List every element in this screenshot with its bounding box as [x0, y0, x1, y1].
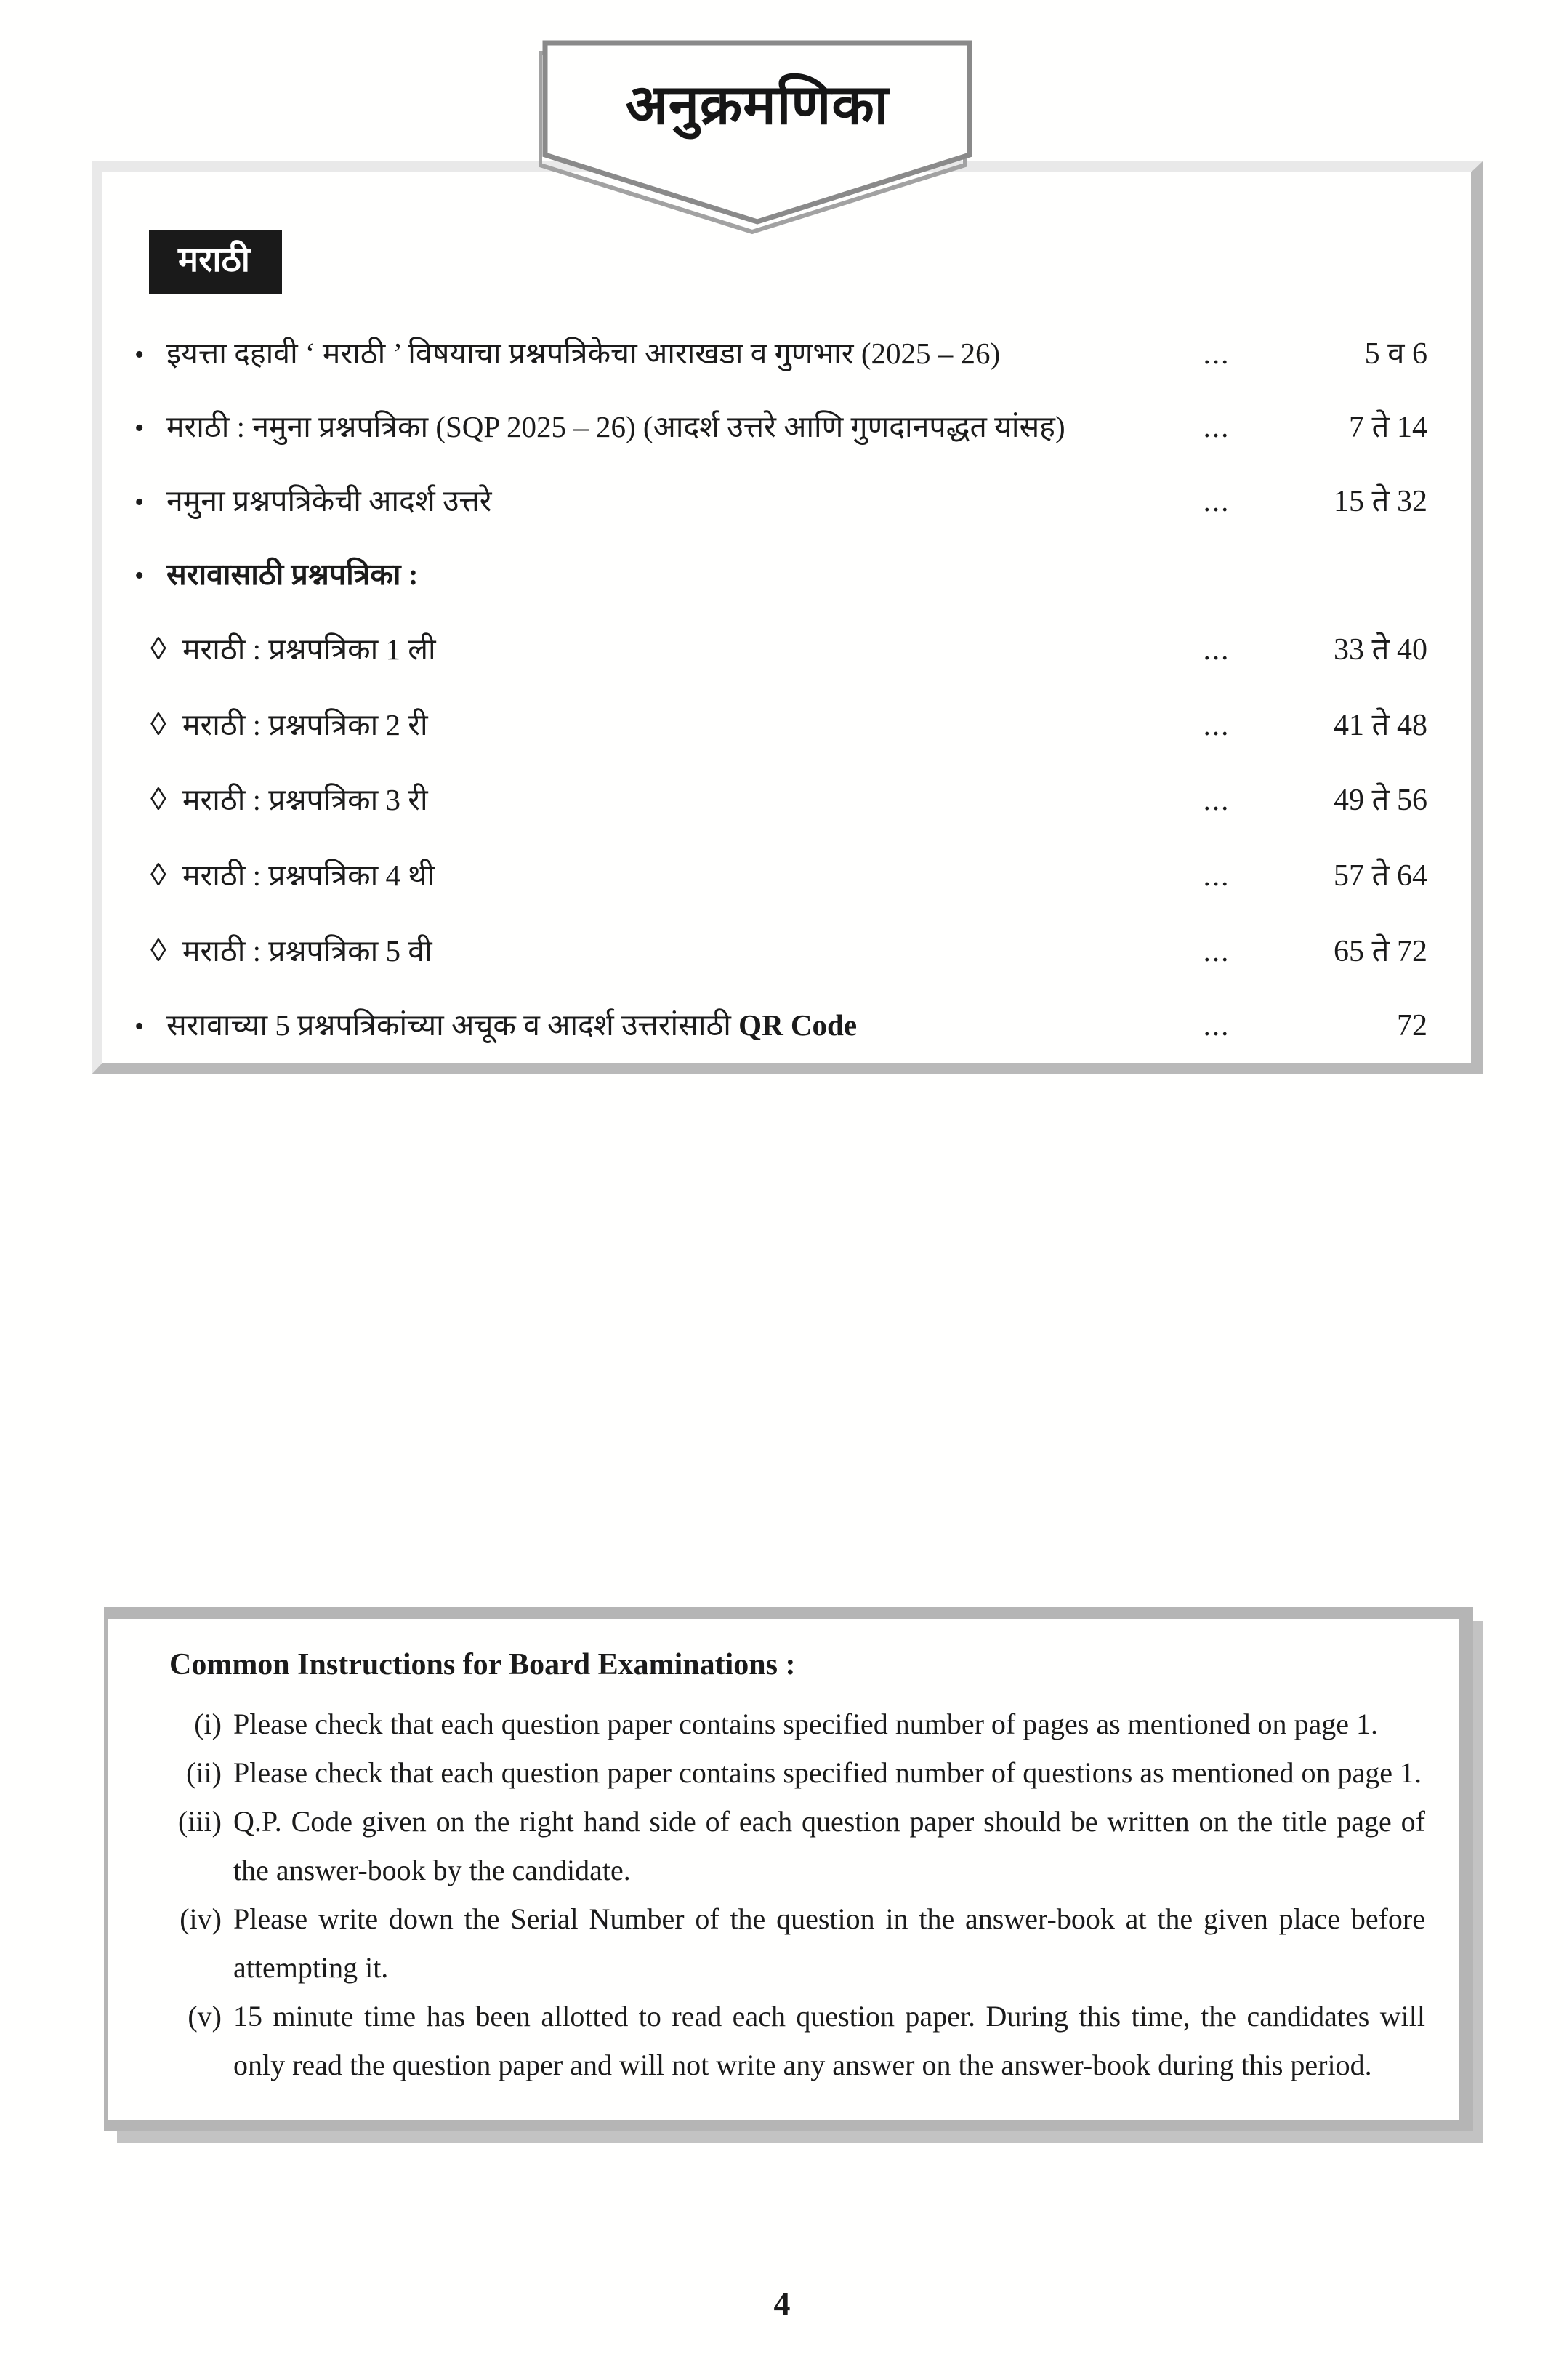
toc-page-range: 65 ते 72 — [1334, 934, 1427, 968]
toc-item-text: सरावासाठी प्रश्नपत्रिका : — [166, 558, 419, 592]
toc-item-text: मराठी : प्रश्नपत्रिका 4 थी — [182, 859, 435, 893]
toc-dots: ... — [1203, 632, 1230, 666]
toc-dots: ... — [1203, 483, 1230, 518]
toc-row — [134, 557, 1427, 593]
toc-item-title — [182, 782, 1162, 818]
diamond-icon: ◊ — [150, 932, 166, 968]
toc-item-title — [182, 707, 1162, 743]
toc-dots: ... — [1203, 707, 1230, 741]
toc-item-text: मराठी : प्रश्नपत्रिका 3 री — [182, 783, 428, 817]
instruction-item — [118, 1700, 1425, 1748]
toc-item-title — [166, 409, 1162, 445]
bullet-icon: • — [134, 339, 145, 370]
toc-item-text: सरावाच्या 5 प्रश्नपत्रिकांच्या अचूक व आदर्श उत्तरांसाठी — [166, 1008, 739, 1042]
toc-item-text: मराठी : नमुना प्रश्नपत्रिका (SQP 2025 – 26) (आदर्श उत्तरे आणि गुणदानपद्धत यांसह) — [166, 410, 1065, 444]
diamond-icon: ◊ — [150, 706, 166, 742]
toc-dots: ... — [1203, 783, 1230, 817]
page-title: अनुक्रमणिका — [625, 75, 890, 136]
toc-item-text: मराठी : प्रश्नपत्रिका 1 ली — [182, 632, 436, 666]
toc-page-range: 5 व 6 — [1364, 337, 1427, 371]
toc-page-range: 7 ते 14 — [1349, 411, 1427, 445]
bullet-icon: • — [134, 1010, 145, 1042]
toc-item-text: मराठी : प्रश्नपत्रिका 5 वी — [182, 933, 432, 968]
toc-item-title — [166, 336, 1162, 371]
instruction-label: (i) — [194, 1708, 222, 1740]
toc-row — [134, 630, 1427, 669]
toc-dots: ... — [1203, 859, 1230, 893]
toc-box — [92, 161, 1483, 1074]
toc-item-title — [182, 933, 1162, 969]
toc-item-text: इयत्ता दहावी ‘ मराठी ’ विषयाचा प्रश्नपत्रिकेचा आराखडा व गुणभार (2025 – 26) — [166, 337, 1001, 370]
bullet-icon: • — [134, 560, 145, 592]
bullet-icon: • — [134, 413, 145, 444]
toc-page-range: 72 — [1397, 1008, 1427, 1042]
instruction-text: Please check that each question paper contains specified number of questions as mentioned on page 1. — [233, 1756, 1422, 1789]
instruction-text: Please write down the Serial Number of the question in the answer-book at the given place before attempting it. — [233, 1902, 1425, 1984]
toc-row — [134, 1008, 1427, 1044]
toc-item-title — [166, 1008, 1162, 1043]
diamond-icon: ◊ — [150, 857, 166, 893]
toc-row — [134, 856, 1427, 895]
marathi-section-label: मराठी — [149, 230, 282, 294]
toc-item-title — [182, 632, 1162, 667]
toc-banner — [539, 38, 975, 241]
instruction-text: Please check that each question paper contains specified number of pages as mentioned on page 1. — [233, 1708, 1378, 1740]
diamond-icon: ◊ — [150, 781, 166, 818]
instruction-item — [118, 1992, 1425, 2089]
toc-page-range: 33 ते 40 — [1334, 632, 1427, 667]
toc-dots: ... — [1203, 933, 1230, 968]
toc-item-title — [166, 483, 1162, 519]
instruction-label: (v) — [188, 2000, 222, 2033]
instruction-label: (ii) — [186, 1756, 222, 1789]
toc-dots: ... — [1203, 1008, 1230, 1042]
page-number: 4 — [773, 2285, 791, 2322]
toc-item-title — [166, 557, 1162, 592]
instruction-text: Q.P. Code given on the right hand side of each question paper should be written on the title page of the answer-book by the candidate. — [233, 1805, 1425, 1886]
instruction-label: (iv) — [180, 1902, 222, 1935]
toc-item-text: मराठी : प्रश्नपत्रिका 2 री — [182, 707, 428, 741]
instructions-title: Common Instructions for Board Examinations : — [169, 1648, 796, 1681]
toc-page-range: 15 ते 32 — [1334, 484, 1427, 518]
instruction-text: 15 minute time has been allotted to read each question paper. During this time, the candidates will only read the question paper and will not write any answer on the answer-book during this period. — [233, 2000, 1425, 2081]
toc-dots: ... — [1203, 410, 1230, 444]
toc-page-range: 41 ते 48 — [1334, 708, 1427, 742]
toc-page-range: 57 ते 64 — [1334, 859, 1427, 893]
toc-item-suffix: QR Code — [738, 1008, 858, 1042]
instruction-item — [118, 1797, 1425, 1894]
toc-row — [134, 409, 1427, 446]
instruction-item — [118, 1748, 1425, 1797]
diamond-icon: ◊ — [150, 630, 166, 667]
toc-item-text: नमुना प्रश्नपत्रिकेची आदर्श उत्तरे — [166, 483, 492, 518]
toc-row — [134, 781, 1427, 819]
bullet-icon: • — [134, 486, 145, 518]
instruction-item — [118, 1894, 1425, 1992]
toc-dots: ... — [1203, 337, 1230, 370]
toc-row — [134, 336, 1427, 372]
instructions-box — [104, 1607, 1473, 2131]
toc-list — [134, 336, 1427, 1044]
toc-row — [134, 932, 1427, 970]
toc-item-title — [182, 858, 1162, 893]
instruction-label: (iii) — [178, 1805, 222, 1838]
toc-page-range: 49 ते 56 — [1334, 784, 1427, 818]
toc-row — [134, 706, 1427, 744]
toc-row — [134, 483, 1427, 520]
